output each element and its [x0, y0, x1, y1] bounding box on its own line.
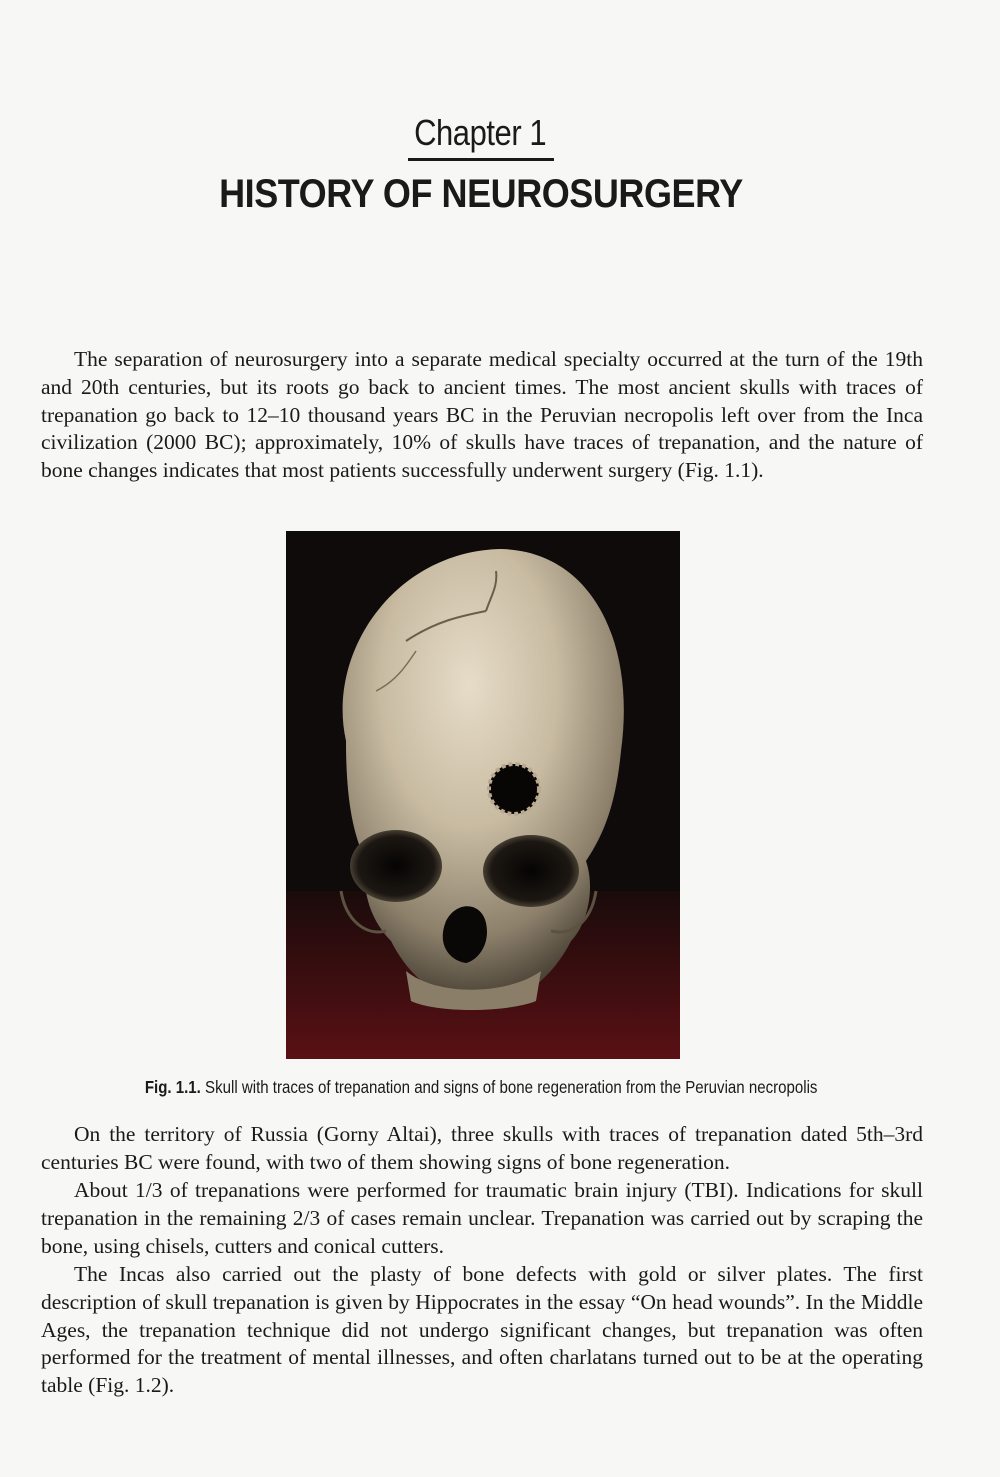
chapter-label: Chapter 1 [414, 112, 547, 153]
chapter-rule [408, 158, 554, 161]
chapter-title: HISTORY OF NEUROSURGERY [219, 172, 743, 216]
figure-skull-photo [286, 531, 680, 1059]
paragraph: The separation of neurosurgery into a separate medical specialty occurred at the turn of the 19th and 20th centuries, but its roots go back to ancient times. The most ancient skulls with traces of trepanation go back to 12–10 thousand years BC in the Peruvian necropolis left over from the Inca civilization (2000 BC); approximately, 10% of skulls have traces of trepanation, and the nature of bone changes indicates that most patients successfully underwent surgery (Fig. 1.1). [41, 347, 923, 483]
skull-illustration [286, 531, 680, 1059]
paragraph: On the territory of Russia (Gorny Altai), three skulls with traces of trepanation dated 5th–3rd centuries BC were found, with two of them showing signs of bone regeneration. [41, 1122, 923, 1174]
figure-caption [67, 1077, 894, 1098]
figure-label: Fig. 1.1. [144, 1077, 201, 1097]
figure-caption-text: Skull with traces of trepanation and signs of bone regeneration from the Peruvian necropolis [205, 1077, 818, 1097]
paragraph: The Incas also carried out the plasty of bone defects with gold or silver plates. The first description of skull trepanation is given by Hippocrates in the essay “On head wounds”. In the Middle Ages, the trepanation technique did not undergo significant changes, but trepanation was often performed for the treatment of mental illnesses, and often charlatans turned out to be at the operating table (Fig. 1.2). [41, 1262, 923, 1398]
paragraph: About 1/3 of trepanations were performed for traumatic brain injury (TBI). Indications for skull trepanation in the remaining 2/3 of cases remain unclear. Trepanation was carried out by scraping the bone, using chisels, cutters and conical cutters. [41, 1178, 923, 1258]
